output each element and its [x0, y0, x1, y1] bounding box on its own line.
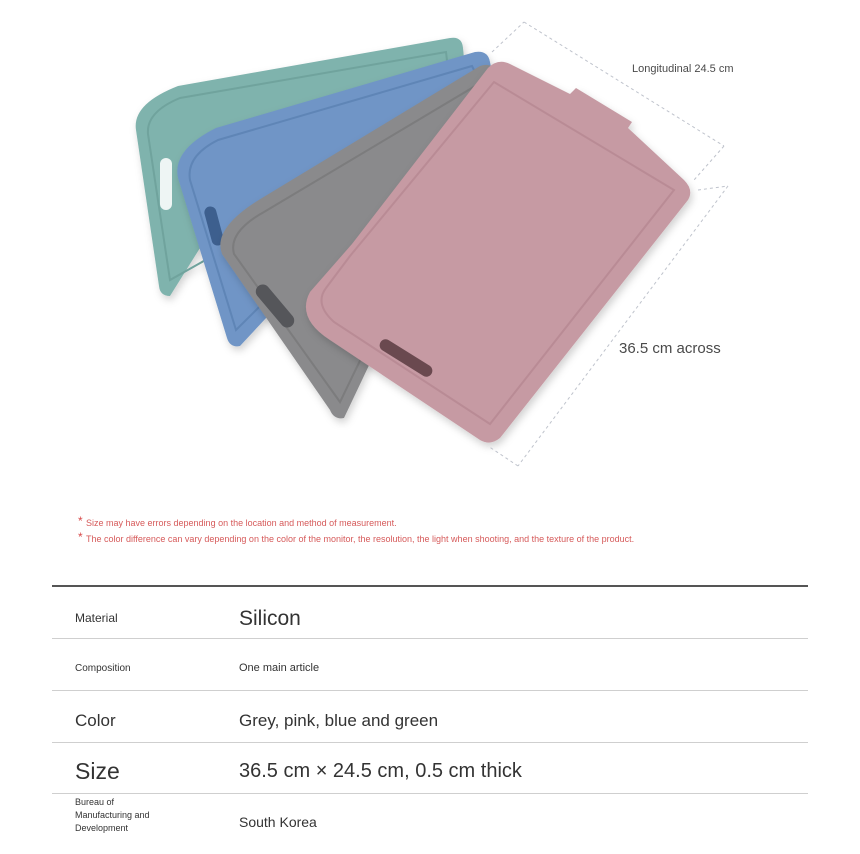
spec-value: Grey, pink, blue and green: [239, 711, 439, 730]
note-color: [78, 530, 638, 545]
spec-label: Bureau of Manufacturing and Development: [75, 797, 150, 833]
length-dimension-label: Longitudinal 24.5 cm: [632, 63, 734, 75]
spec-value: Silicon: [239, 607, 301, 630]
spec-row-origin: [52, 794, 808, 847]
note-text: The color difference can vary depending on the color of the monitor, the resolution, the light when shooting, and the texture of the product.: [86, 534, 635, 544]
spec-label: Color: [75, 711, 116, 730]
width-dimension-label: 36.5 cm across: [619, 340, 721, 357]
spec-row-color: [52, 691, 808, 743]
spec-value: 36.5 cm × 24.5 cm, 0.5 cm thick: [239, 760, 522, 782]
dimension-tick: [492, 22, 524, 52]
spec-value: One main article: [239, 662, 320, 674]
spec-label: Material: [75, 611, 118, 625]
dimension-tick: [488, 446, 518, 466]
spec-row-size: [52, 743, 808, 794]
spec-row-composition: [52, 639, 808, 691]
spec-row-material: [52, 587, 808, 639]
dimension-tick: [694, 146, 724, 180]
spec-label: Composition: [75, 663, 131, 674]
spec-table: [52, 585, 808, 847]
dimension-tick: [698, 186, 728, 190]
asterisk-icon: *: [78, 530, 83, 544]
disclaimer-notes: [78, 514, 638, 550]
spec-value: South Korea: [239, 814, 317, 830]
spec-label: Size: [75, 758, 120, 784]
hanging-slot-icon: [160, 158, 172, 210]
note-text: Size may have errors depending on the location and method of measurement.: [86, 518, 397, 528]
note-size: [78, 514, 638, 529]
asterisk-icon: *: [78, 514, 83, 528]
